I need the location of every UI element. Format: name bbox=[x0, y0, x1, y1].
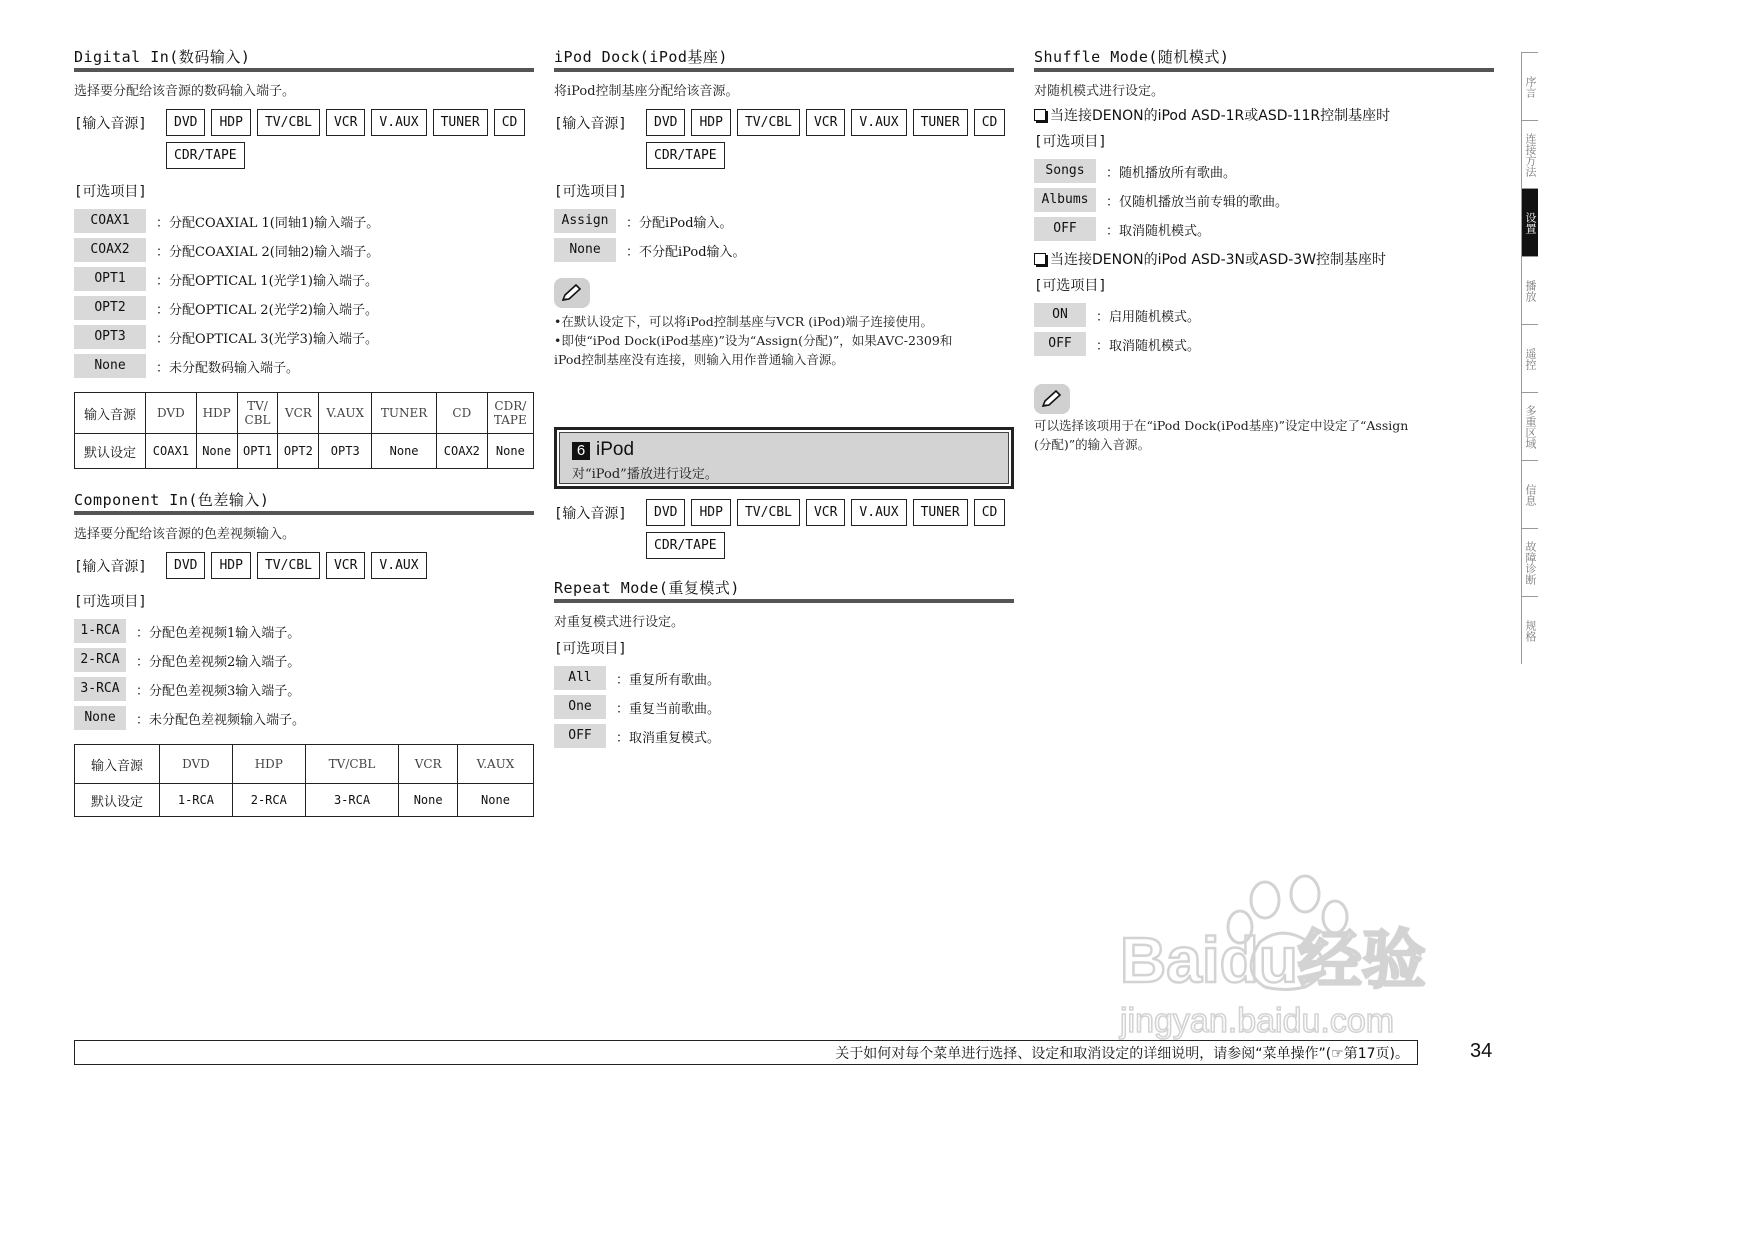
baidu-watermark bbox=[1110, 872, 1470, 1046]
component-in-sources bbox=[74, 552, 534, 579]
option-desc: ：不分配iPod输入。 bbox=[626, 244, 746, 260]
table-head-cell: TV/ CBL bbox=[237, 393, 278, 434]
table-row-label: 输入音源 bbox=[75, 745, 160, 784]
column-left bbox=[74, 46, 534, 817]
dock-options bbox=[554, 209, 1014, 262]
repeat-mode-title: Repeat Mode(重复模式) bbox=[554, 577, 1014, 603]
dock-notes bbox=[554, 312, 1014, 369]
option-desc: ：重复所有歌曲。 bbox=[616, 672, 721, 688]
section-number: 6 bbox=[572, 442, 590, 460]
shuffle-options-1 bbox=[1034, 159, 1494, 241]
table-value-cell: OPT1 bbox=[237, 434, 278, 469]
source-cd: CD bbox=[974, 109, 1006, 136]
table-head-cell: VCR bbox=[278, 393, 319, 434]
pencil-icon bbox=[554, 278, 590, 308]
option-desc: ：分配OPTICAL 1(光学1)输入端子。 bbox=[156, 273, 378, 289]
source-hdp: HDP bbox=[211, 109, 250, 136]
option-key: OPT1 bbox=[74, 267, 146, 291]
source-list bbox=[166, 109, 526, 169]
table-head-cell: DVD bbox=[146, 393, 197, 434]
source-cdrtape: CDR/TAPE bbox=[646, 532, 725, 559]
option-desc: ：分配COAXIAL 1(同轴1)输入端子。 bbox=[156, 215, 380, 231]
source-cdrtape: CDR/TAPE bbox=[166, 142, 245, 169]
source-label: [输入音源] bbox=[554, 506, 627, 522]
table-value-cell: None bbox=[372, 434, 437, 469]
table-head-cell: CD bbox=[436, 393, 487, 434]
source-hdp: HDP bbox=[211, 552, 250, 579]
source-hdp: HDP bbox=[691, 109, 730, 136]
source-vcr: VCR bbox=[806, 109, 845, 136]
shuffle-notes bbox=[1034, 416, 1494, 454]
option-desc: ：分配色差视频1输入端子。 bbox=[136, 625, 301, 641]
footer-note: 关于如何对每个菜单进行选择、设定和取消设定的详细说明，请参阅“菜单操作”(☞第17页)。 bbox=[74, 1040, 1418, 1065]
source-label: [输入音源] bbox=[74, 559, 147, 575]
tab-2[interactable]: 设置 bbox=[1521, 188, 1538, 256]
table-value-cell: None bbox=[196, 434, 237, 469]
option-row bbox=[1034, 159, 1494, 183]
option-key: OFF bbox=[1034, 217, 1096, 241]
option-row bbox=[1034, 303, 1494, 327]
options-label: [可选项目] bbox=[1034, 278, 1107, 294]
source-vaux: V.AUX bbox=[851, 109, 906, 136]
option-desc: ：取消重复模式。 bbox=[616, 730, 721, 746]
svg-text:jingyan.baidu.com: jingyan.baidu.com bbox=[1120, 1002, 1395, 1040]
options-label: [可选项目] bbox=[1034, 134, 1107, 150]
option-desc: ：分配iPod输入。 bbox=[626, 215, 733, 231]
option-key: All bbox=[554, 666, 606, 690]
option-row bbox=[554, 666, 1014, 690]
table-head-cell: HDP bbox=[232, 745, 305, 784]
digital-in-title: Digital In(数码输入) bbox=[74, 46, 534, 72]
table-head-cell: HDP bbox=[196, 393, 237, 434]
tab-1[interactable]: 连接方法 bbox=[1521, 120, 1538, 188]
option-key: Assign bbox=[554, 209, 616, 233]
table-head-cell: TV/CBL bbox=[305, 745, 399, 784]
ipod-dock-desc: 将iPod控制基座分配给该音源。 bbox=[554, 84, 739, 99]
source-cd: CD bbox=[974, 499, 1006, 526]
table-header-row bbox=[75, 745, 534, 784]
source-tvcbl: TV/CBL bbox=[257, 109, 320, 136]
table-value-cell: 3-RCA bbox=[305, 784, 399, 817]
source-list bbox=[646, 499, 1006, 559]
source-vcr: VCR bbox=[326, 109, 365, 136]
component-options bbox=[74, 619, 534, 730]
option-row bbox=[554, 724, 1014, 748]
option-desc: ：未分配数码输入端子。 bbox=[156, 360, 300, 376]
repeat-options bbox=[554, 666, 1014, 748]
table-head-cell: VCR bbox=[399, 745, 458, 784]
tab-4[interactable]: 遥控 bbox=[1521, 324, 1538, 392]
table-row-label: 默认设定 bbox=[75, 434, 146, 469]
source-tuner: TUNER bbox=[913, 109, 968, 136]
case2-heading: 当连接DENON的iPod ASD-3N或ASD-3W控制基座时 bbox=[1034, 249, 1494, 269]
source-tuner: TUNER bbox=[433, 109, 488, 136]
option-row bbox=[74, 354, 534, 378]
table-head-cell: V.AUX bbox=[319, 393, 372, 434]
option-row bbox=[554, 238, 1014, 262]
table-head-cell: TUNER bbox=[372, 393, 437, 434]
ipod-dock-sources bbox=[554, 109, 1014, 169]
table-head-cell: CDR/ TAPE bbox=[487, 393, 533, 434]
digital-default-table bbox=[74, 392, 534, 469]
note-line: •在默认设定下，可以将iPod控制基座与VCR (iPod)端子连接使用。 bbox=[554, 314, 933, 329]
option-key: OFF bbox=[554, 724, 606, 748]
table-value-cell: OPT3 bbox=[319, 434, 372, 469]
table-head-cell: DVD bbox=[160, 745, 233, 784]
tab-3[interactable]: 播放 bbox=[1521, 256, 1538, 324]
digital-options bbox=[74, 209, 534, 378]
option-key: OPT3 bbox=[74, 325, 146, 349]
option-row bbox=[1034, 188, 1494, 212]
component-in-title: Component In(色差输入) bbox=[74, 489, 534, 515]
source-vcr: VCR bbox=[326, 552, 365, 579]
column-middle bbox=[554, 46, 1014, 748]
shuffle-mode-title: Shuffle Mode(随机模式) bbox=[1034, 46, 1494, 72]
tab-0[interactable]: 序言 bbox=[1521, 52, 1538, 120]
option-row bbox=[554, 695, 1014, 719]
option-key: One bbox=[554, 695, 606, 719]
note-line: (分配)”的输入音源。 bbox=[1034, 437, 1151, 452]
table-value-cell: None bbox=[457, 784, 533, 817]
option-desc: ：分配OPTICAL 2(光学2)输入端子。 bbox=[156, 302, 378, 318]
option-key: None bbox=[554, 238, 616, 262]
shuffle-mode-desc: 对随机模式进行设定。 bbox=[1034, 84, 1165, 99]
option-row bbox=[74, 325, 534, 349]
options-label: [可选项目] bbox=[554, 641, 627, 657]
source-tvcbl: TV/CBL bbox=[737, 109, 800, 136]
option-row bbox=[74, 209, 534, 233]
option-row bbox=[74, 677, 534, 701]
source-label: [输入音源] bbox=[554, 116, 627, 132]
option-desc: ：分配COAXIAL 2(同轴2)输入端子。 bbox=[156, 244, 380, 260]
source-vaux: V.AUX bbox=[371, 552, 426, 579]
option-desc: ：取消随机模式。 bbox=[1096, 338, 1201, 354]
note-line: 可以选择该项用于在“iPod Dock(iPod基座)”设定中设定了“Assign bbox=[1034, 418, 1409, 433]
digital-in-desc: 选择要分配给该音源的数码输入端子。 bbox=[74, 84, 296, 99]
table-row-label: 默认设定 bbox=[75, 784, 160, 817]
source-hdp: HDP bbox=[691, 499, 730, 526]
option-key: Songs bbox=[1034, 159, 1096, 183]
option-desc: ：分配OPTICAL 3(光学3)输入端子。 bbox=[156, 331, 378, 347]
source-tuner: TUNER bbox=[913, 499, 968, 526]
ipod-section-header bbox=[554, 427, 1014, 489]
source-dvd: DVD bbox=[646, 499, 685, 526]
option-row bbox=[1034, 332, 1494, 356]
option-key: ON bbox=[1034, 303, 1086, 327]
option-key: COAX2 bbox=[74, 238, 146, 262]
case1-heading: 当连接DENON的iPod ASD-1R或ASD-11R控制基座时 bbox=[1034, 105, 1494, 125]
source-tvcbl: TV/CBL bbox=[257, 552, 320, 579]
table-value-cell: COAX1 bbox=[146, 434, 197, 469]
source-list bbox=[166, 552, 427, 579]
table-value-cell: None bbox=[399, 784, 458, 817]
option-row bbox=[554, 209, 1014, 233]
option-desc: ：启用随机模式。 bbox=[1096, 309, 1201, 325]
tab-7[interactable]: 故障诊断 bbox=[1521, 528, 1538, 596]
table-value-row bbox=[75, 784, 534, 817]
options-label: [可选项目] bbox=[74, 184, 147, 200]
source-tvcbl: TV/CBL bbox=[737, 499, 800, 526]
option-desc: ：分配色差视频3输入端子。 bbox=[136, 683, 301, 699]
component-in-desc: 选择要分配给该音源的色差视频输入。 bbox=[74, 527, 296, 542]
option-key: Albums bbox=[1034, 188, 1096, 212]
note-line: •即使“iPod Dock(iPod基座)”设为“Assign(分配)”，如果AVC-2309和 bbox=[554, 333, 953, 348]
note-line: iPod控制基座没有连接，则输入用作普通输入音源。 bbox=[554, 352, 844, 367]
repeat-mode-desc: 对重复模式进行设定。 bbox=[554, 615, 685, 630]
option-desc: ：未分配色差视频输入端子。 bbox=[136, 712, 306, 728]
option-desc: ：分配色差视频2输入端子。 bbox=[136, 654, 301, 670]
table-value-cell: None bbox=[487, 434, 533, 469]
option-key: 1-RCA bbox=[74, 619, 126, 643]
source-list bbox=[646, 109, 1006, 169]
option-row bbox=[74, 648, 534, 672]
checkbox-icon bbox=[1034, 253, 1046, 265]
table-value-cell: 1-RCA bbox=[160, 784, 233, 817]
table-row-label: 输入音源 bbox=[75, 393, 146, 434]
option-row bbox=[74, 267, 534, 291]
side-tabs bbox=[1521, 52, 1568, 664]
options-label: [可选项目] bbox=[554, 184, 627, 200]
ipod-dock-title: iPod Dock(iPod基座) bbox=[554, 46, 1014, 72]
source-label: [输入音源] bbox=[74, 116, 147, 132]
source-vcr: VCR bbox=[806, 499, 845, 526]
checkbox-icon bbox=[1034, 109, 1046, 121]
source-dvd: DVD bbox=[646, 109, 685, 136]
option-row bbox=[1034, 217, 1494, 241]
svg-text:Baidu经验: Baidu经验 bbox=[1120, 924, 1426, 996]
ipod-desc: 对“iPod”播放进行设定。 bbox=[572, 467, 718, 482]
tab-8[interactable]: 规格 bbox=[1521, 596, 1538, 664]
option-row bbox=[74, 296, 534, 320]
option-row bbox=[74, 619, 534, 643]
option-row bbox=[74, 238, 534, 262]
table-value-row bbox=[75, 434, 534, 469]
tab-5[interactable]: 多重区域 bbox=[1521, 392, 1538, 460]
option-key: 3-RCA bbox=[74, 677, 126, 701]
tab-6[interactable]: 信息 bbox=[1521, 460, 1538, 528]
option-desc: ：取消随机模式。 bbox=[1106, 223, 1211, 239]
source-cd: CD bbox=[494, 109, 526, 136]
pencil-icon bbox=[1034, 384, 1070, 414]
source-vaux: V.AUX bbox=[371, 109, 426, 136]
option-desc: ：重复当前歌曲。 bbox=[616, 701, 721, 717]
option-key: OFF bbox=[1034, 332, 1086, 356]
option-desc: ：仅随机播放当前专辑的歌曲。 bbox=[1106, 194, 1289, 210]
component-default-table bbox=[74, 744, 534, 817]
table-header-row bbox=[75, 393, 534, 434]
source-vaux: V.AUX bbox=[851, 499, 906, 526]
digital-in-sources bbox=[74, 109, 534, 169]
ipod-sources bbox=[554, 499, 1014, 559]
option-key: COAX1 bbox=[74, 209, 146, 233]
option-key: None bbox=[74, 706, 126, 730]
option-key: None bbox=[74, 354, 146, 378]
column-right bbox=[1034, 46, 1494, 454]
table-value-cell: 2-RCA bbox=[232, 784, 305, 817]
table-value-cell: COAX2 bbox=[436, 434, 487, 469]
option-desc: ：随机播放所有歌曲。 bbox=[1106, 165, 1237, 181]
source-cdrtape: CDR/TAPE bbox=[646, 142, 725, 169]
ipod-title: iPod bbox=[596, 439, 635, 460]
source-dvd: DVD bbox=[166, 109, 205, 136]
option-key: 2-RCA bbox=[74, 648, 126, 672]
table-value-cell: OPT2 bbox=[278, 434, 319, 469]
page-number: 34 bbox=[1470, 1040, 1493, 1062]
table-head-cell: V.AUX bbox=[457, 745, 533, 784]
shuffle-options-2 bbox=[1034, 303, 1494, 356]
option-key: OPT2 bbox=[74, 296, 146, 320]
source-dvd: DVD bbox=[166, 552, 205, 579]
option-row bbox=[74, 706, 534, 730]
options-label: [可选项目] bbox=[74, 594, 147, 610]
